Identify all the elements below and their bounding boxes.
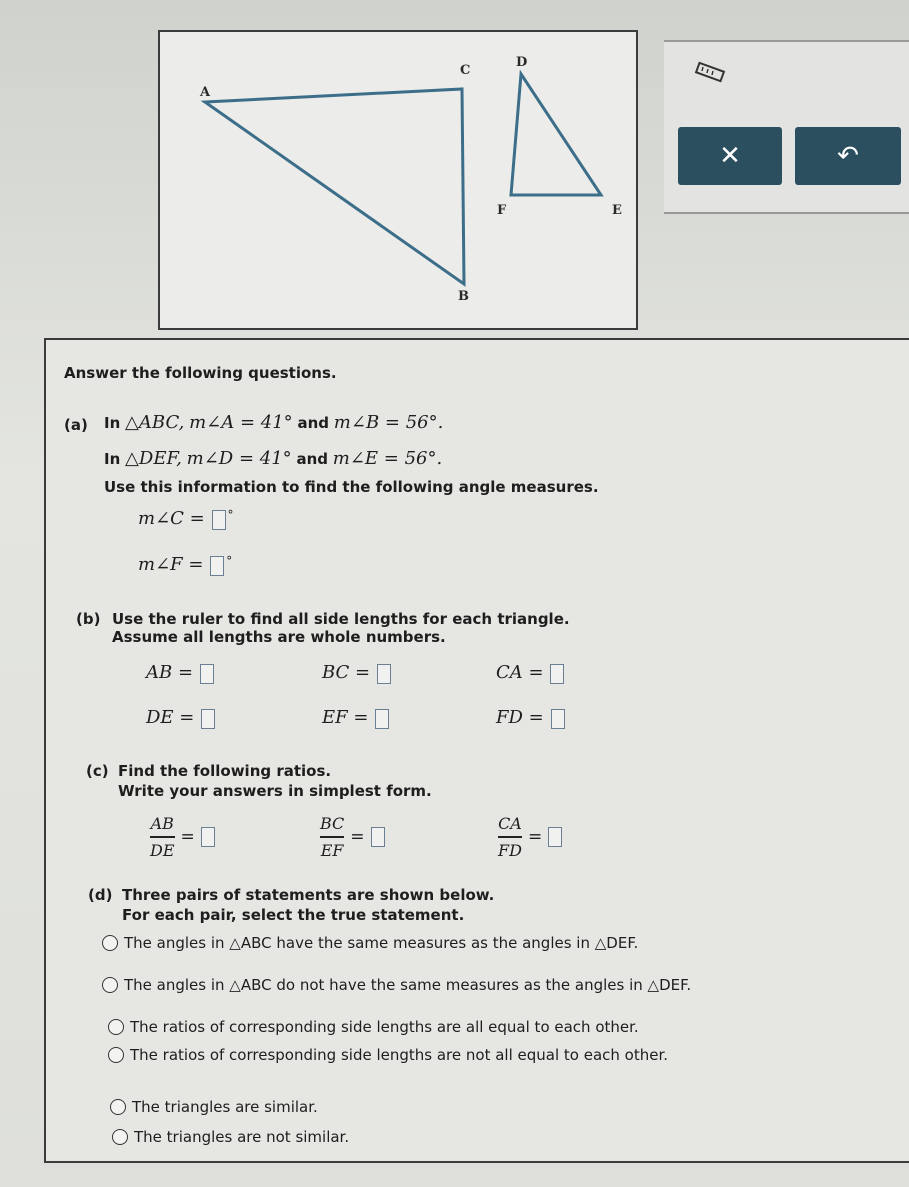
undo-icon: ↶ bbox=[837, 141, 859, 171]
angle-c-question bbox=[138, 508, 234, 530]
vertex-label-f: F bbox=[497, 203, 507, 218]
ratio-bc-ef bbox=[320, 814, 387, 860]
radio-button[interactable] bbox=[110, 1099, 126, 1115]
triangles-diagram bbox=[160, 32, 636, 328]
ratio-denominator: FD bbox=[498, 840, 522, 860]
triangle-figure bbox=[158, 30, 638, 330]
and-text: and bbox=[296, 450, 328, 468]
ratio-denominator: EF bbox=[320, 840, 344, 860]
fd-label: FD = bbox=[496, 707, 544, 728]
option-ratios-not-equal[interactable] bbox=[108, 1046, 668, 1064]
option-similar[interactable] bbox=[110, 1098, 318, 1116]
part-a-label: (a) bbox=[64, 416, 88, 434]
degree-symbol: ° bbox=[226, 554, 233, 568]
tool-panel bbox=[664, 40, 909, 214]
de-question bbox=[146, 707, 217, 729]
triangle-def bbox=[511, 74, 601, 195]
angle-c-input[interactable] bbox=[212, 510, 226, 530]
de-input[interactable] bbox=[201, 709, 215, 729]
part-a-line2 bbox=[104, 448, 442, 469]
radio-button[interactable] bbox=[102, 977, 118, 993]
ratio-numerator: AB bbox=[150, 814, 174, 833]
close-button[interactable] bbox=[678, 127, 782, 185]
part-c-line1: Find the following ratios. bbox=[118, 762, 332, 780]
angle-e-given: m∠E = 56°. bbox=[332, 448, 443, 469]
vertex-label-c: C bbox=[460, 63, 471, 78]
degree-symbol: ° bbox=[227, 508, 234, 522]
ca-input[interactable] bbox=[550, 664, 564, 684]
ratio-numerator: BC bbox=[320, 814, 345, 833]
radio-button[interactable] bbox=[108, 1019, 124, 1035]
fd-question bbox=[496, 707, 567, 729]
vertex-label-b: B bbox=[458, 289, 469, 304]
angle-a-given: m∠A = 41° bbox=[189, 412, 293, 433]
option-angles-not-same[interactable] bbox=[102, 976, 691, 994]
close-icon: ✕ bbox=[719, 141, 741, 171]
ruler-icon[interactable] bbox=[694, 57, 726, 89]
angle-f-input[interactable] bbox=[210, 556, 224, 576]
ratio-bc-ef-input[interactable] bbox=[371, 827, 385, 847]
part-d-line2: For each pair, select the true statement. bbox=[122, 906, 465, 924]
ef-input[interactable] bbox=[375, 709, 389, 729]
ab-question bbox=[146, 662, 216, 684]
option-not-similar[interactable] bbox=[112, 1128, 349, 1146]
part-b-label: (b) bbox=[76, 610, 101, 628]
undo-button[interactable] bbox=[795, 127, 901, 185]
vertex-label-d: D bbox=[516, 55, 528, 70]
ratio-ab-de bbox=[150, 814, 217, 860]
vertex-label-e: E bbox=[612, 203, 622, 218]
option-label: The angles in △ABC do not have the same measures as the angles in △DEF. bbox=[124, 976, 692, 994]
angle-f-question bbox=[138, 554, 232, 576]
fd-input[interactable] bbox=[551, 709, 565, 729]
equals-sign: = bbox=[180, 826, 195, 847]
triangle-def-label: △DEF, bbox=[125, 448, 182, 469]
ratio-ca-fd-input[interactable] bbox=[548, 827, 562, 847]
ca-question bbox=[496, 662, 566, 684]
option-label: The ratios of corresponding side lengths are not all equal to each other. bbox=[130, 1046, 669, 1064]
bc-input[interactable] bbox=[377, 664, 391, 684]
option-label: The triangles are similar. bbox=[132, 1098, 318, 1116]
part-d-label: (d) bbox=[88, 886, 113, 904]
radio-button[interactable] bbox=[108, 1047, 124, 1063]
option-label: The ratios of corresponding side lengths are all equal to each other. bbox=[130, 1018, 639, 1036]
part-c-line2: Write your answers in simplest form. bbox=[118, 782, 432, 800]
ratio-numerator: CA bbox=[498, 814, 522, 833]
ab-label: AB = bbox=[146, 662, 194, 683]
part-c-label: (c) bbox=[86, 762, 109, 780]
ratio-denominator: DE bbox=[150, 840, 175, 860]
radio-button[interactable] bbox=[112, 1129, 128, 1145]
option-ratios-equal[interactable] bbox=[108, 1018, 639, 1036]
vertex-label-a: A bbox=[200, 85, 211, 100]
ab-input[interactable] bbox=[200, 664, 214, 684]
angle-c-label: m∠C = bbox=[138, 508, 205, 529]
de-label: DE = bbox=[146, 707, 195, 728]
part-a-instruction: Use this information to find the following angle measures. bbox=[104, 478, 599, 496]
part-d-line1: Three pairs of statements are shown below. bbox=[122, 886, 495, 904]
option-label: The angles in △ABC have the same measures as the angles in △DEF. bbox=[124, 934, 639, 952]
part-b-line1: Use the ruler to find all side lengths for each triangle. bbox=[112, 610, 570, 628]
option-label: The triangles are not similar. bbox=[134, 1128, 350, 1146]
radio-button[interactable] bbox=[102, 935, 118, 951]
part-b-line2: Assume all lengths are whole numbers. bbox=[112, 628, 446, 646]
angle-b-given: m∠B = 56°. bbox=[333, 412, 444, 433]
ef-label: EF = bbox=[322, 707, 369, 728]
bc-question bbox=[322, 662, 393, 684]
part-a-line1 bbox=[104, 412, 443, 433]
question-panel bbox=[44, 338, 909, 1163]
ratio-ab-de-input[interactable] bbox=[201, 827, 215, 847]
bc-label: BC = bbox=[322, 662, 371, 683]
in-text: In bbox=[104, 450, 121, 468]
in-text: In bbox=[104, 414, 121, 432]
and-text: and bbox=[297, 414, 330, 432]
ef-question bbox=[322, 707, 391, 729]
equals-sign: = bbox=[527, 826, 543, 847]
triangle-abc bbox=[205, 89, 464, 284]
equals-sign: = bbox=[350, 826, 365, 847]
ratio-ca-fd bbox=[498, 814, 564, 860]
angle-d-given: m∠D = 41° bbox=[186, 448, 292, 469]
ca-label: CA = bbox=[496, 662, 544, 683]
triangle-abc-label: △ABC, bbox=[125, 412, 185, 433]
option-angles-same[interactable] bbox=[102, 934, 638, 952]
prompt-text: Answer the following questions. bbox=[64, 364, 337, 382]
angle-f-label: m∠F = bbox=[138, 554, 204, 575]
